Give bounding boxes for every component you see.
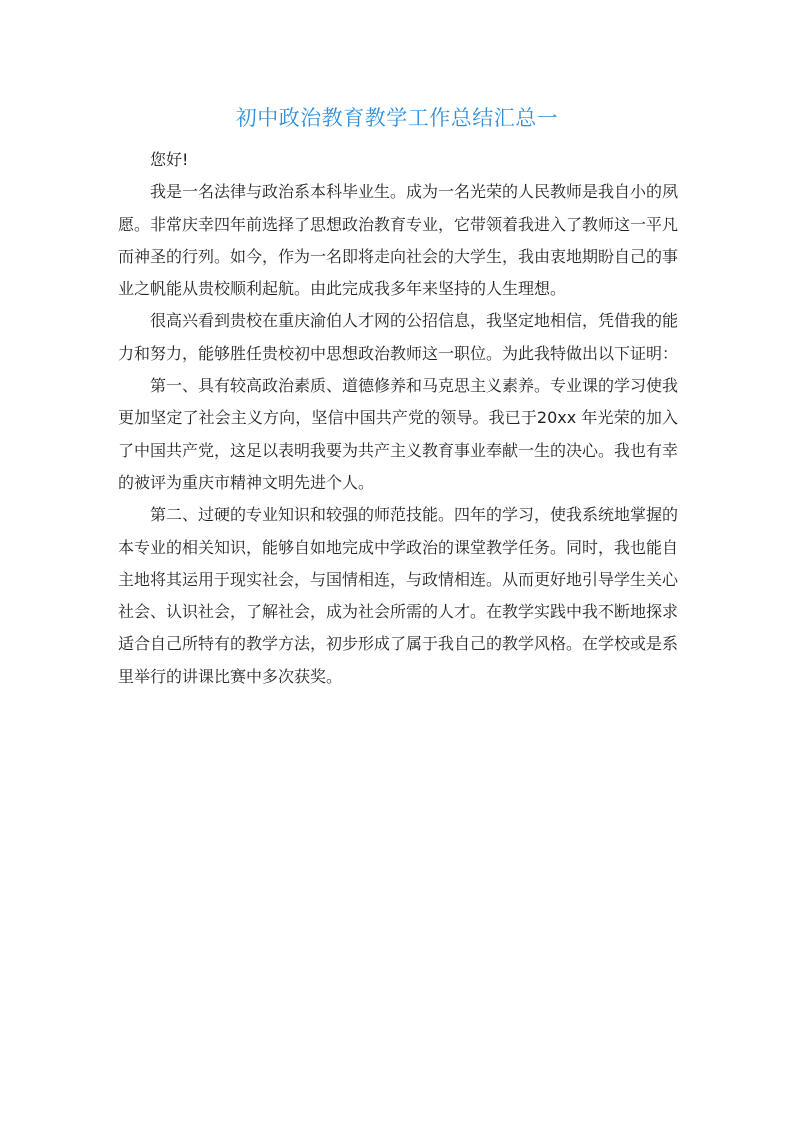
- body-paragraph: 很高兴看到贵校在重庆渝伯人才网的公招信息，我坚定地相信，凭借我的能力和努力，能够胜任贵校初中思想政治教师这一职位。为此我特做出以下证明：: [118, 311, 679, 363]
- body-paragraph: 第一、具有较高政治素质、道德修养和马克思主义素养。专业课的学习使我更加坚定了社会主义方向，坚信中国共产党的领导。我已于20xx 年光荣的加入了中国共产党，这足以表明我要为共产主义教育事业奉献一生的决心。我也有幸的被评为重庆市精神文明先进个人。: [118, 376, 679, 492]
- document-body: [118, 144, 678, 693]
- document-title: 初中政治教育教学工作总结汇总一: [235, 106, 559, 130]
- body-paragraph: 我是一名法律与政治系本科毕业生。成为一名光荣的人民教师是我自小的夙愿。非常庆幸四年前选择了思想政治教育专业，它带领着我进入了教师这一平凡而神圣的行列。如今，作为一名即将走向社会的大学生，我由衷地期盼自己的事业之帆能从贵校顺利起航。由此完成我多年来坚持的人生理想。: [118, 182, 679, 299]
- greeting-paragraph: 您好!: [150, 150, 189, 169]
- body-paragraph: 第二、过硬的专业知识和较强的师范技能。四年的学习，使我系统地掌握的本专业的相关知识，能够自如地完成中学政治的课堂教学任务。同时，我也能自主地将其运用于现实社会，与国情相连，与政情相连。从而更好地引导学生关心社会、认识社会，了解社会，成为社会所需的人才。在教学实践中我不断地探求适合自己所特有的教学方法，初步形成了属于我自己的教学风格。在学校或是系里举行的讲课比赛中多次获奖。: [118, 505, 679, 686]
